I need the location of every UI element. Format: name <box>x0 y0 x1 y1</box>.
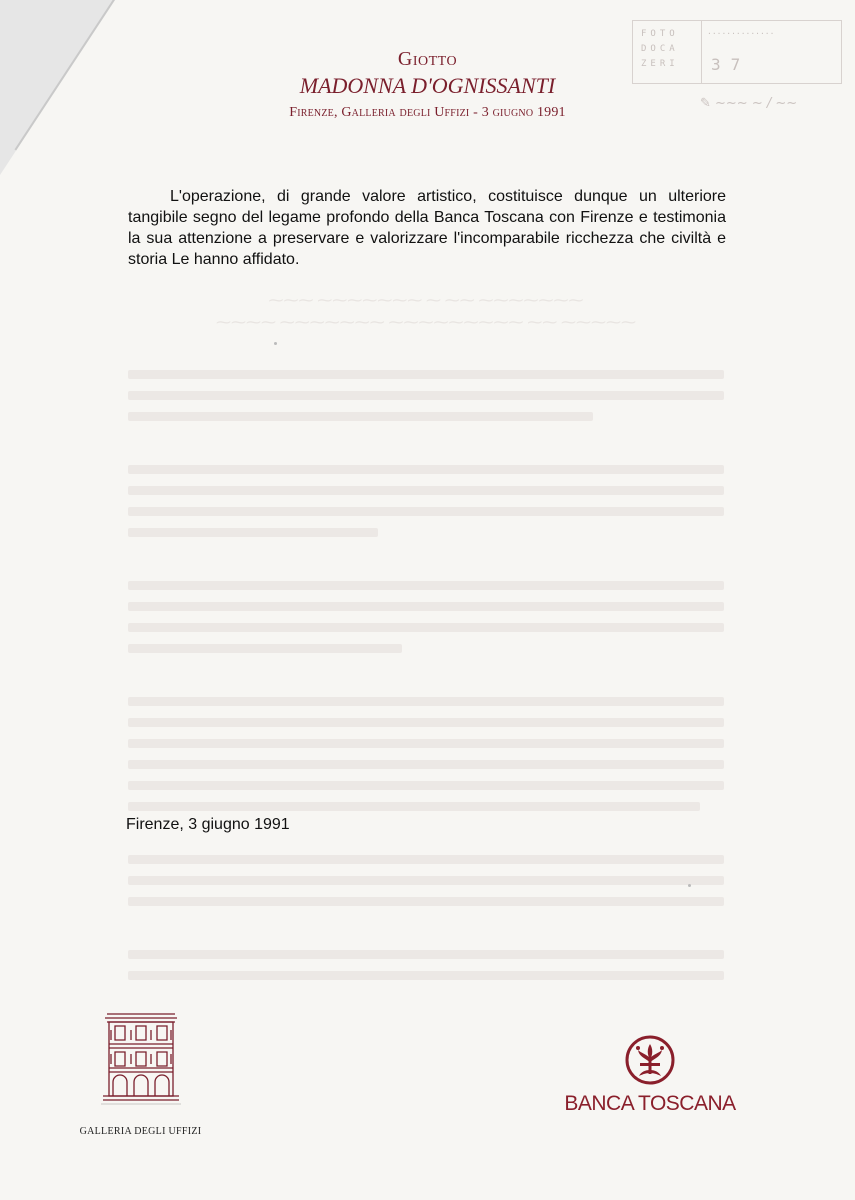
artist-name: Giotto <box>397 48 458 70</box>
artwork-title: MADONNA D'OGNISSANTI <box>299 73 556 98</box>
uffizi-label: GALLERIA DEGLI UFFIZI <box>79 1126 202 1137</box>
body-paragraph: L'operazione, di grande valore artistico, costituisce dunque un ulteriore tangibile segno del legame profondo della Banca Toscana con Firenze e testimonia la sua attenzione a preservare e valorizzare l'incomparabile ricchezza che civiltà e storia Le hanno affidato. <box>128 188 726 268</box>
show-through-text <box>128 290 724 992</box>
show-through-heading: ⁓⁓⁓ ⁓⁓⁓⁓⁓⁓⁓ ⁓ ⁓⁓ ⁓⁓⁓⁓⁓⁓⁓ ⁓⁓⁓⁓ ⁓⁓⁓⁓⁓⁓⁓ ⁓⁓⁓⁓⁓⁓⁓⁓⁓ ⁓⁓ ⁓⁓⁓⁓⁓ <box>216 293 636 331</box>
speck <box>274 342 277 345</box>
document-header <box>0 48 855 121</box>
handwritten-note: ✎ ~~~ ~ / ~~ <box>700 96 798 111</box>
banca-toscana-label: BANCA TOSCANA <box>564 1092 736 1115</box>
banca-toscana-logo <box>545 1034 755 1116</box>
speck <box>688 884 691 887</box>
florentine-lily-icon <box>624 1034 676 1086</box>
uffizi-logo <box>78 1010 203 1137</box>
venue-line: Firenze, Galleria degli Uffizi - 3 giugno 1991 <box>289 105 566 120</box>
dateline: Firenze, 3 giugno 1991 <box>126 816 290 833</box>
archive-stamp: FOTO DOCA ZERI .............. 37 <box>632 20 842 84</box>
uffizi-building-icon <box>101 1010 181 1112</box>
